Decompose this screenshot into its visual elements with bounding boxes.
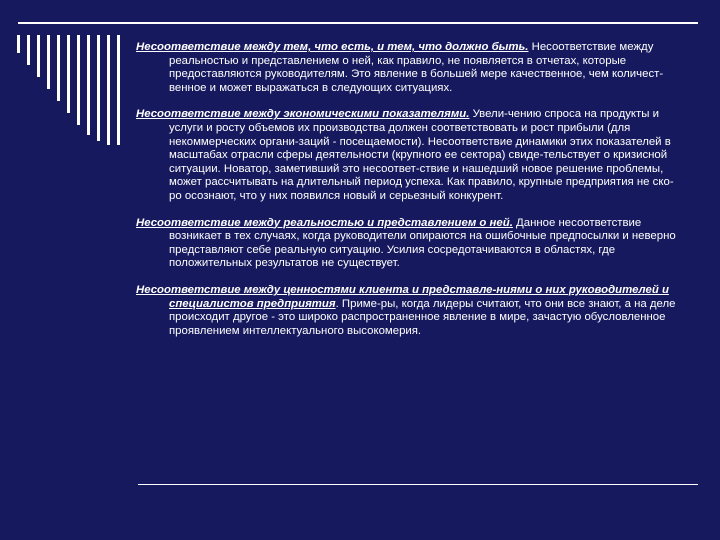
bottom-rule (138, 484, 698, 485)
paragraph-text: Данное несоответствие возникает в тех случаях, когда руководители опираются на ошибочные предпосылки и неверно представляют себе реальную ситуацию. Усилия сосредотачиваются в областях, где положительных результатов не существует. (169, 216, 676, 270)
paragraph-lead: Несоответствие между реальностью и представлением о ней. (136, 216, 513, 229)
paragraph-lead: Несоответствие между экономическими показателями. (136, 108, 470, 121)
top-rule (18, 22, 698, 24)
paragraph (136, 217, 676, 271)
paragraph-lead: Несоответствие между тем, что есть, и тем, что должно быть. (136, 41, 529, 53)
paragraph (136, 108, 676, 203)
text-body (136, 41, 676, 351)
paragraph-lead: Несоответствие между ценностями клиента и представле-ниями о них руководителей и специалистов предприятия (136, 283, 669, 310)
paragraph (136, 41, 676, 95)
paragraph (136, 284, 676, 338)
decorative-stripes (14, 35, 134, 145)
paragraph-text: Несоответствие между реальностью и представлением о ней, как правило, не появляется в отчетах, которые предоставляются руководителям. Это явление в большей мере качественное, чем количест-венное и может выражаться в следующих ситуациях. (169, 41, 664, 94)
paragraph-text: Увели-чению спроса на продукты и услуги и росту объемов их производства должен соответствовать и рост прибыли (для некоммерческих органи-заций - посещаемости). Несоответствие динамики этих показателей в масштабах отрасли сферы деятельности (крупного ее сектора) свиде-тельствует о кризисной ситуации. Новатор, заметивший это несоответ-ствие и нашедший новое решение проблемы, может рассчитывать на длительный период успеха. Как правило, крупные предприятия не ско-ро осознают, что у них появился новый и серьезный конкурент. (169, 108, 674, 202)
paragraph-text: . Приме-ры, когда лидеры считают, что они все знают, а на деле происходит другое - это широко распространенное явление в мире, зачастую обусловленное проявлением интеллектуального высокомерия. (169, 297, 676, 337)
